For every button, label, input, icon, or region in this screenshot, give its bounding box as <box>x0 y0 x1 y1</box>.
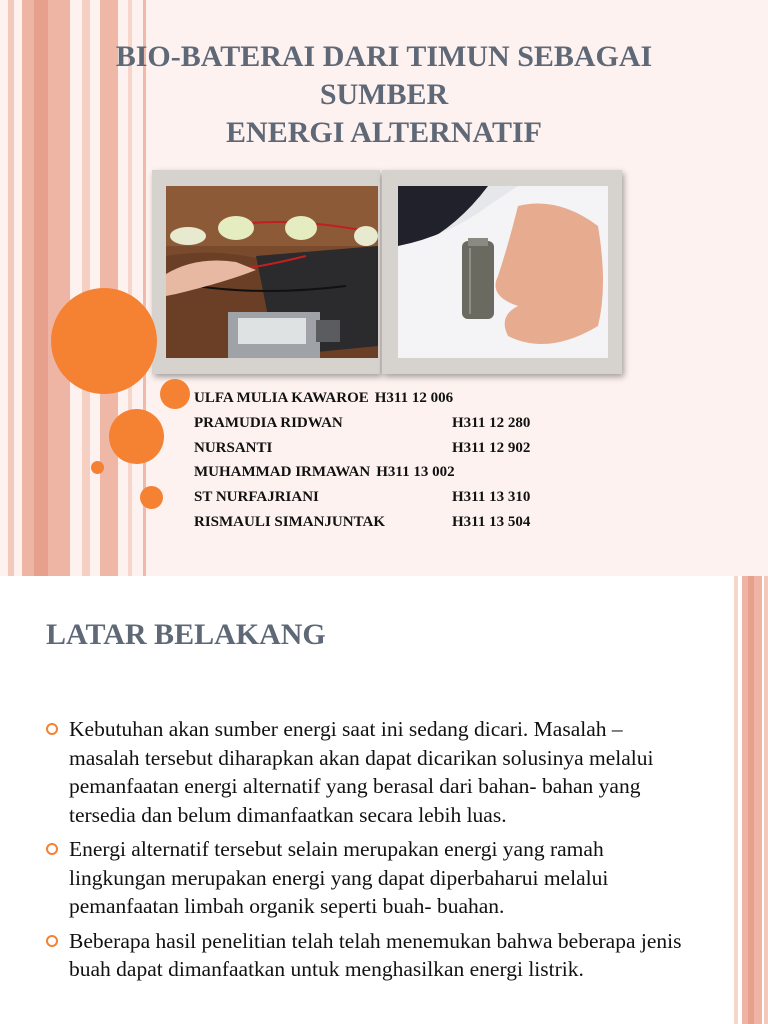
bullet-item <box>46 835 686 921</box>
decorative-circle <box>109 409 164 464</box>
member-nim: H311 12 280 <box>452 414 531 431</box>
bullet-item <box>46 715 686 829</box>
decorative-circle <box>160 379 190 409</box>
member-row <box>194 460 554 485</box>
decorative-stripe <box>34 0 48 576</box>
bullet-text: Beberapa hasil penelitian telah telah menemukan bahwa beberapa jenis buah dapat dimanfaatkan untuk menghasilkan energi listrik. <box>69 928 682 981</box>
decorative-circle <box>140 486 163 509</box>
bullet-text: Kebutuhan akan sumber energi saat ini sedang dicari. Masalah – masalah tersebut diharapkan akan dapat dicarikan solusinya melalui pemanfaatan energi alternatif yang berasal dari bahan- bahan yang tersedia dan belum dimanfaatkan secara lebih luas. <box>69 717 654 827</box>
member-name: ULFA MULIA KAWAROE <box>194 390 369 406</box>
member-row <box>194 411 554 436</box>
member-nim: H311 12 006 <box>374 390 454 406</box>
member-row <box>194 510 554 535</box>
title-line: BIO-BATERAI DARI TIMUN SEBAGAI <box>115 40 653 73</box>
member-nim: H311 13 504 <box>452 513 531 530</box>
member-name: NURSANTI <box>194 439 273 456</box>
experiment-photo-frame <box>152 170 380 374</box>
decorative-stripe <box>748 576 754 1024</box>
slide-title <box>70 38 698 152</box>
member-row <box>194 485 554 510</box>
decorative-circle <box>51 288 157 394</box>
bullet-item <box>46 927 686 984</box>
member-row <box>194 386 554 411</box>
member-name: ST NURFAJRIANI <box>194 489 319 506</box>
decorative-stripe <box>734 576 738 1024</box>
bullet-circle-icon <box>46 935 58 947</box>
slide-title: LATAR BELAKANG <box>46 618 326 651</box>
member-list <box>194 386 554 535</box>
decorative-stripe <box>8 0 14 576</box>
battery-photo-frame <box>382 170 622 374</box>
title-line: SUMBER <box>319 78 449 111</box>
title-line: ENERGI ALTERNATIF <box>226 116 542 149</box>
bullet-text: Energi alternatif tersebut selain merupakan energi yang ramah lingkungan merupakan energi yang dapat diperbaharui melalui pemanfaatan limbah organik seperti buah- buahan. <box>69 837 609 918</box>
bullet-circle-icon <box>46 723 58 735</box>
member-nim: H311 13 310 <box>452 489 531 506</box>
member-row <box>194 436 554 461</box>
experiment-photo <box>166 186 378 358</box>
bullet-circle-icon <box>46 843 58 855</box>
decorative-stripe <box>764 576 768 1024</box>
decorative-circle <box>91 461 104 474</box>
member-name: RISMAULI SIMANJUNTAK <box>194 513 385 530</box>
bullet-list <box>46 715 686 990</box>
member-nim: H311 13 002 <box>376 464 455 481</box>
background-slide <box>0 576 768 1024</box>
member-nim: H311 12 902 <box>452 439 531 456</box>
battery-photo <box>398 186 608 358</box>
member-name: MUHAMMAD IRMAWAN <box>194 464 371 481</box>
member-name: PRAMUDIA RIDWAN <box>194 414 343 431</box>
